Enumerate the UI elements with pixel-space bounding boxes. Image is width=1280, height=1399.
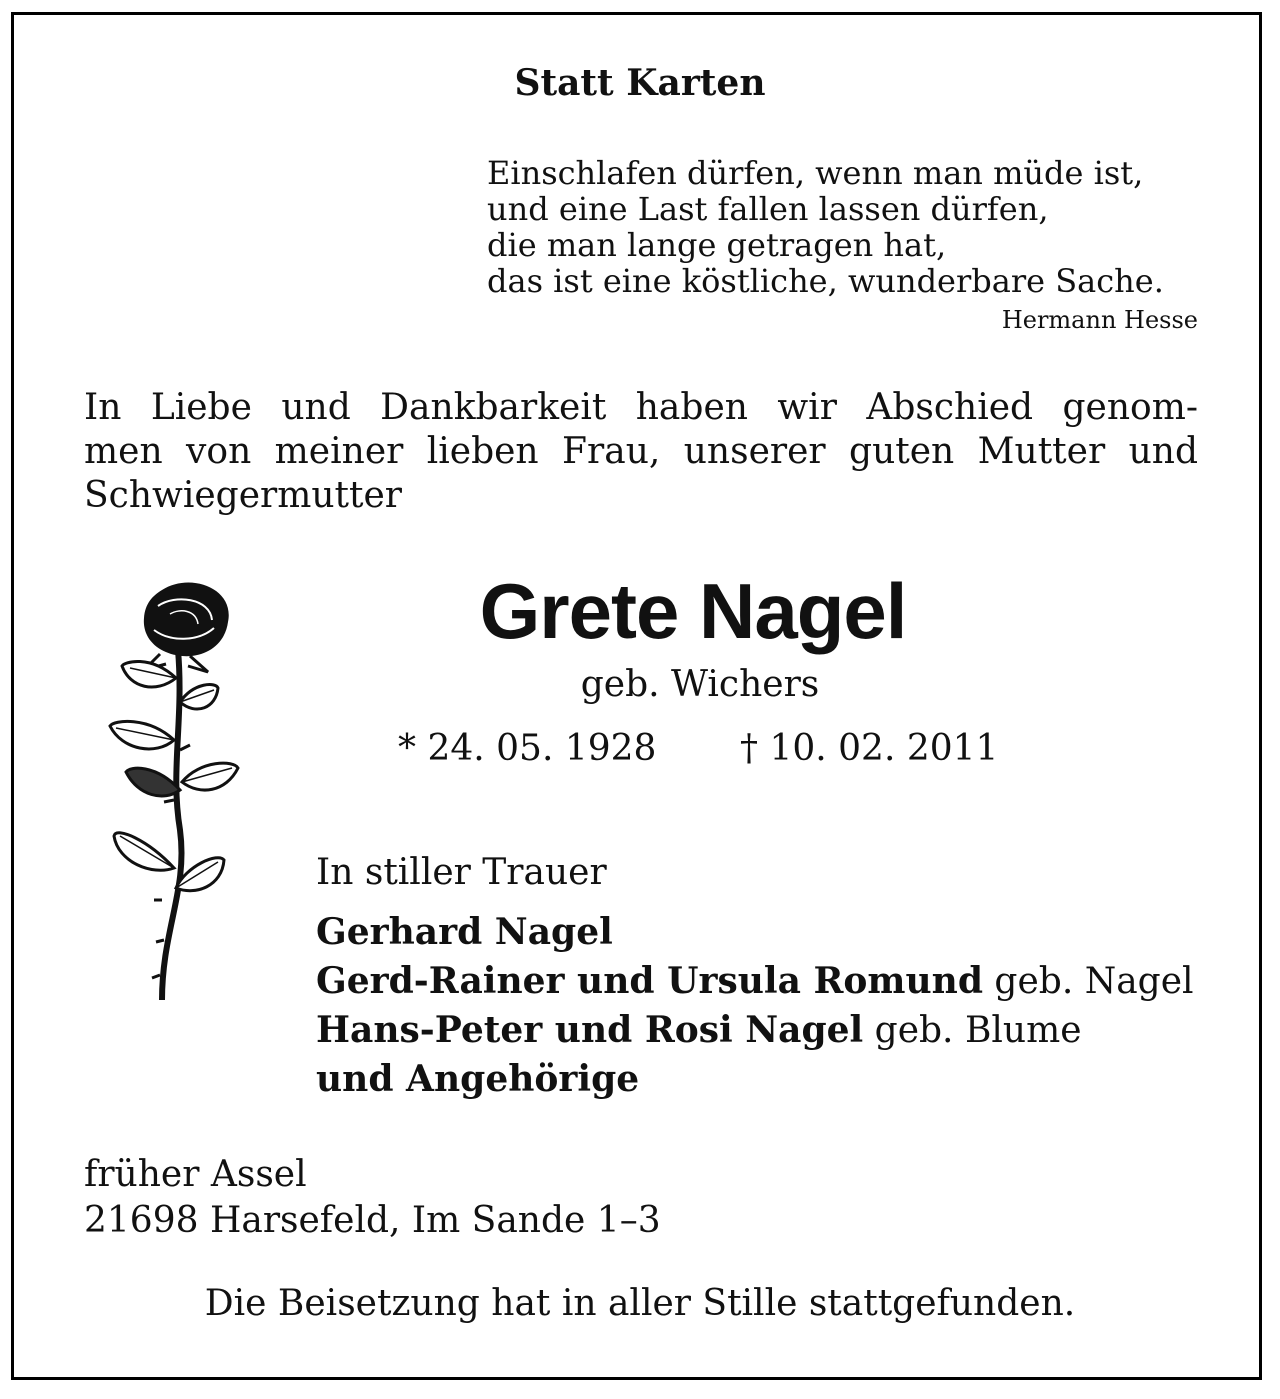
death-date: † 10. 02. 2011 (740, 728, 999, 769)
mourning-intro: In stiller Trauer (316, 852, 607, 893)
intro-line: In Liebe und Dankbarkeit haben wir Abschied genom- (84, 387, 1198, 428)
funeral-note: Die Beisetzung hat in aller Stille stattgefunden. (204, 1283, 1076, 1324)
mourner-row (316, 1006, 1194, 1055)
header-title: Statt Karten (514, 62, 766, 104)
intro-line: men von meiner lieben Frau, unserer guten Mutter und (84, 431, 1198, 472)
poem (487, 155, 1164, 299)
poem-author: Hermann Hesse (1001, 306, 1198, 334)
mourner-row (316, 908, 1194, 957)
birth-date: * 24. 05. 1928 (398, 728, 657, 769)
mourner-row (316, 957, 1194, 1006)
address-line: 21698 Harsefeld, Im Sande 1–3 (84, 1200, 661, 1241)
mourner-list (316, 908, 1194, 1104)
poem-line: die man lange getragen hat, (487, 226, 947, 264)
mourner-name: und Angehörige (316, 1058, 640, 1100)
deceased-name: Grete Nagel (479, 567, 907, 655)
mourner-name: Gerd-Rainer und Ursula Romund (316, 960, 983, 1002)
mourner-note: geb. Blume (863, 1010, 1082, 1051)
intro-text (84, 386, 1198, 518)
mourner-name: Gerhard Nagel (316, 911, 613, 953)
poem-line: Einschlafen dürfen, wenn man müde ist, (487, 154, 1144, 192)
address (84, 1152, 661, 1244)
mourner-row (316, 1055, 1194, 1104)
poem-line: und eine Last fallen lassen dürfen, (487, 190, 1049, 228)
mourner-name: Hans-Peter und Rosi Nagel (316, 1009, 864, 1051)
intro-line: Schwiegermutter (84, 475, 402, 516)
poem-line: das ist eine köstliche, wunderbare Sache. (487, 262, 1164, 300)
birth-name: geb. Wichers (580, 664, 820, 705)
address-line: früher Assel (84, 1154, 307, 1195)
mourner-note: geb. Nagel (982, 961, 1194, 1002)
